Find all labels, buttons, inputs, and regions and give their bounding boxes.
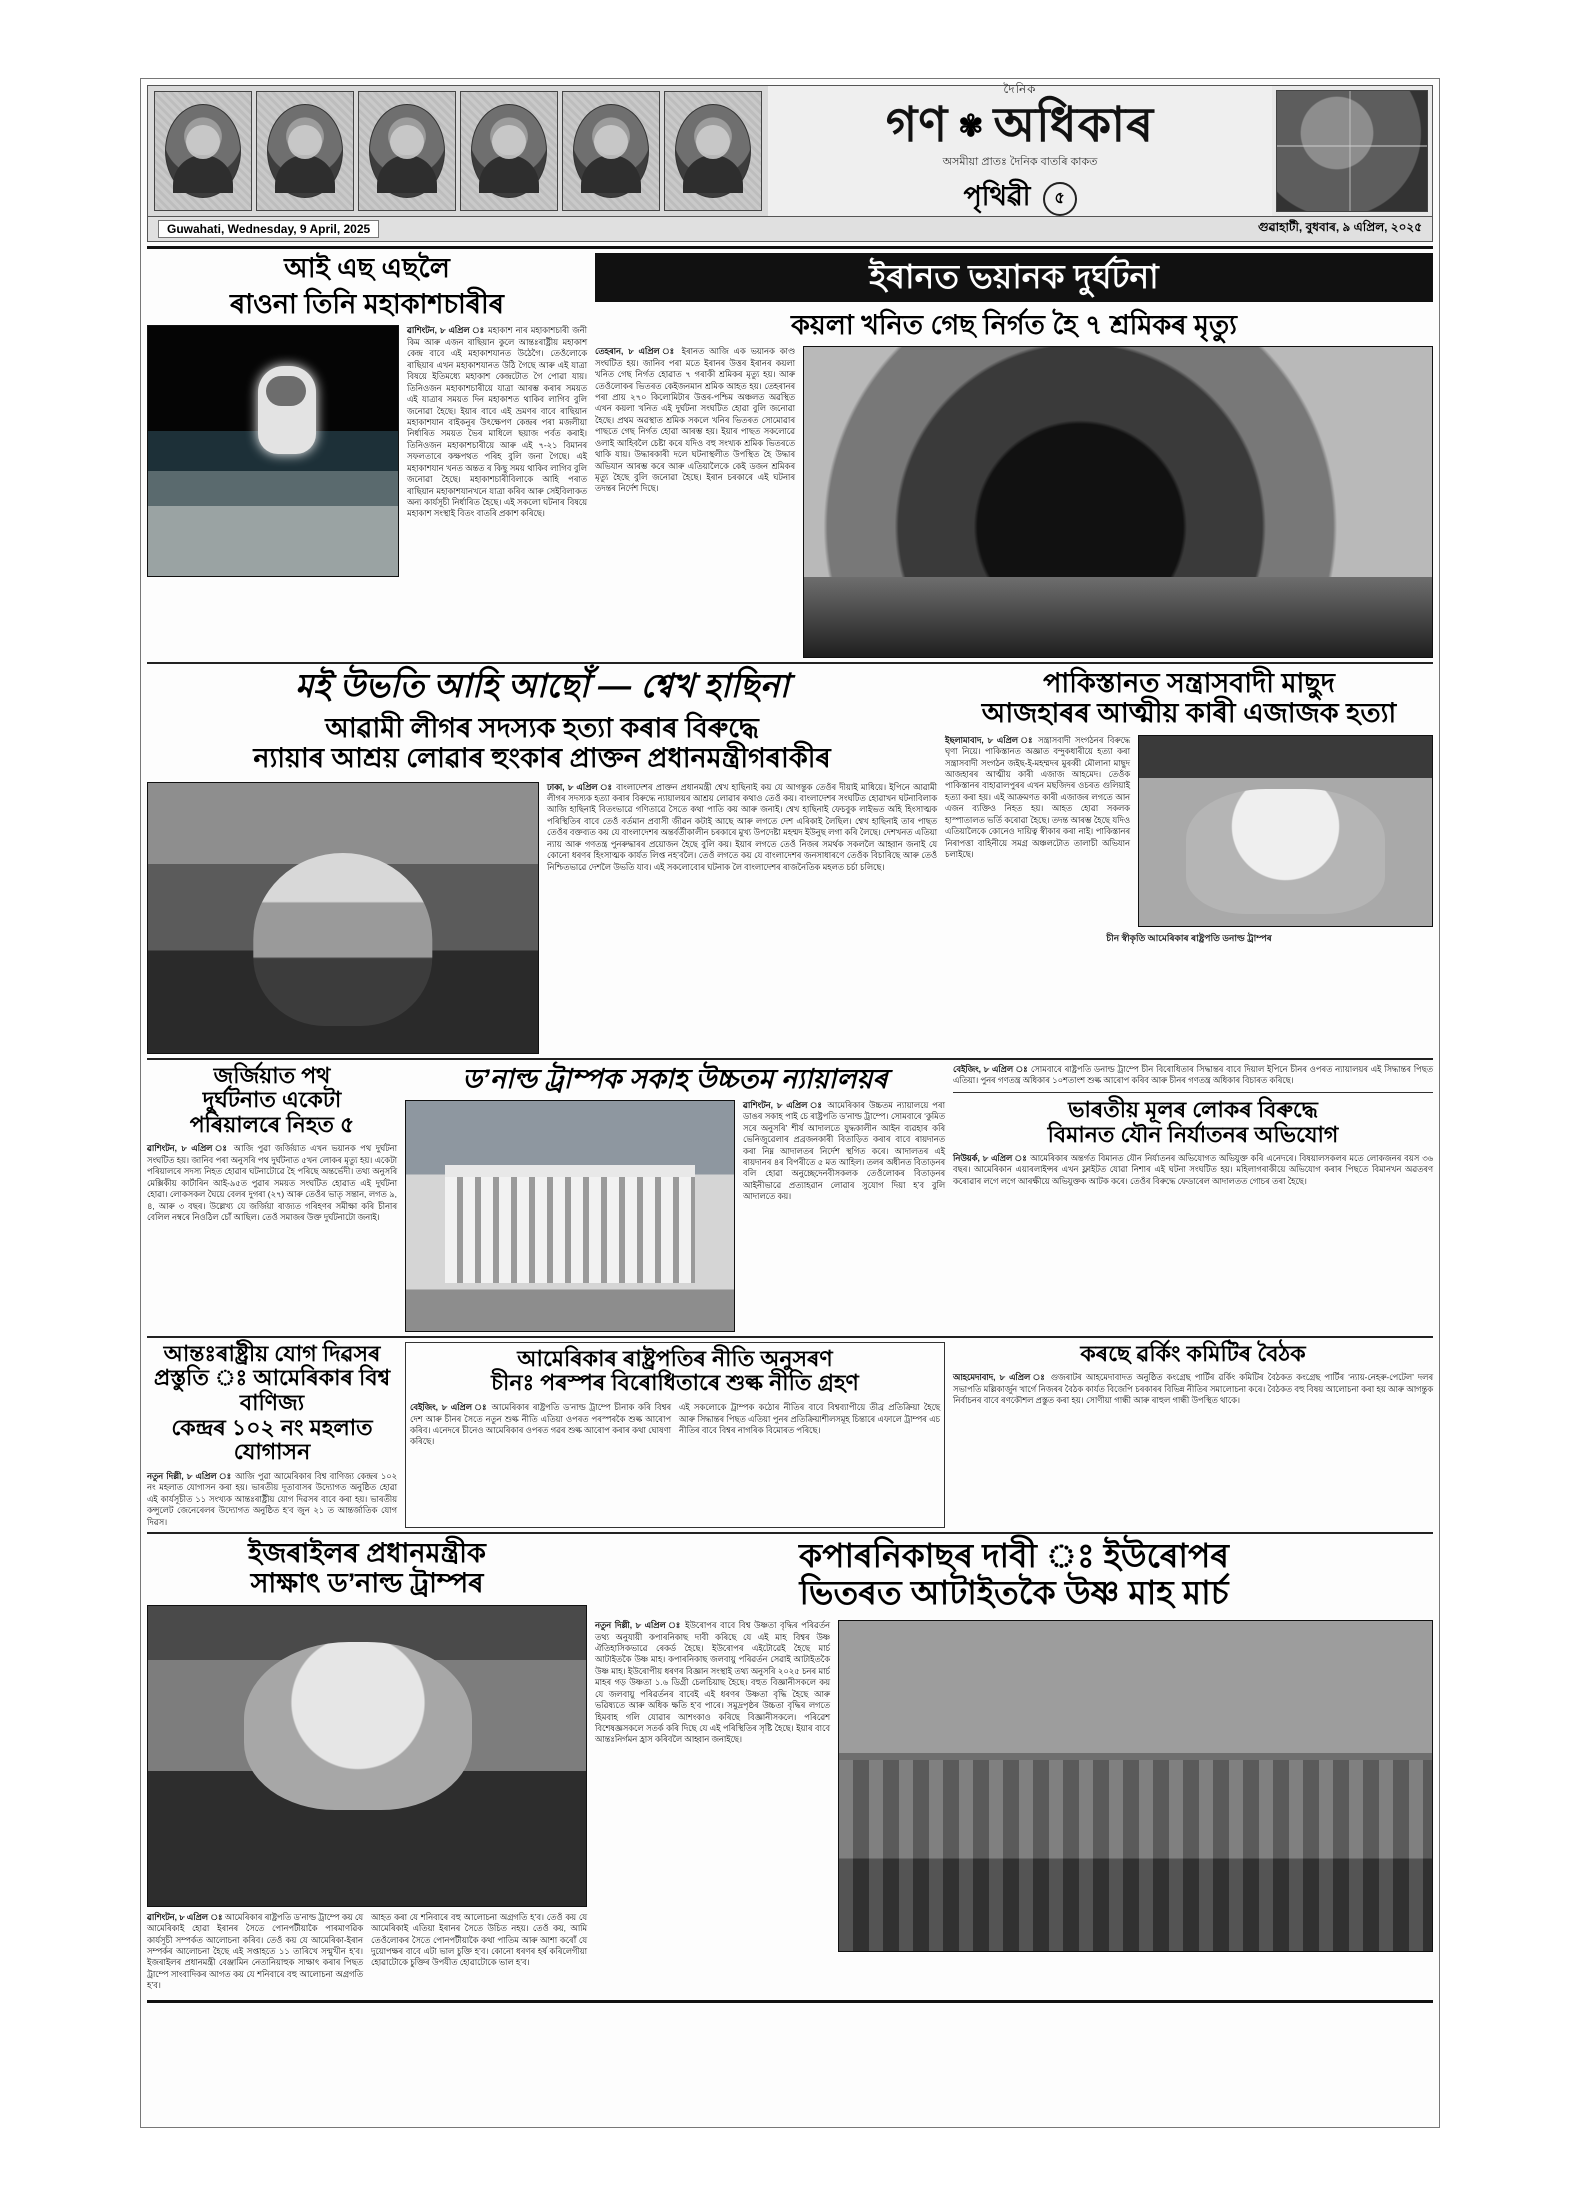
article-georgia	[147, 1064, 397, 1332]
newspaper-sheet	[140, 78, 1440, 2128]
trump-pointing-photo	[147, 1605, 587, 1907]
portrait-5	[562, 91, 660, 211]
israel-headline-line2: সাক্ষাৎ ড’নাল্ড ট্ৰাম্পৰ	[250, 1568, 484, 1599]
masthead-subtitle: অসমীয়া প্ৰাতঃ দৈনিক বাতৰি কাকত	[942, 156, 1098, 169]
masood-headline-line1: পাকিস্তানত সন্ত্ৰাসবাদী মাছুদ	[1043, 668, 1335, 699]
hasina-body	[547, 782, 937, 874]
article-china-policy	[405, 1342, 945, 1528]
china-policy-body-right: এই সকলোকে ট্ৰাম্পক কঠোৰ নীতিৰ বাবে বিশ্বব্যাপীয়ে তীব্ৰ প্ৰতিক্ৰিয়া হৈছে আৰু সিদ্ধান্তৰ পিছত এতিয়া পুনৰ প্ৰতিক্ৰিয়াশীলসমূহ চিন্তাৰে এফালে ট্ৰাম্পৰ এচ নীতিৰ বাবে বিশ্বৰ নাগৰিক বিমোৰত পৰিছে।	[679, 1402, 940, 1435]
section-word: পৃথিৱী	[963, 181, 1031, 212]
supreme-court-building-photo	[405, 1100, 735, 1332]
divider-3	[953, 1092, 1433, 1093]
article-yoga	[147, 1342, 397, 1528]
coal-mine-blast-photo	[803, 346, 1433, 658]
china-policy-headline-line1: আমেৰিকাৰ ৰাষ্ট্ৰপতিৰ নীতি অনুসৰণ	[517, 1345, 833, 1371]
portrait-face-icon	[471, 104, 547, 198]
article-iss	[147, 253, 587, 658]
article-israel-trump	[147, 1538, 587, 1992]
airline-body	[953, 1153, 1433, 1187]
masthead-emblem-icon: ✾	[958, 109, 984, 143]
copernicus-headline-line2: ভিতৰত আটাইতকৈ উষ্ণ মাহ মাৰ্চ	[799, 1574, 1229, 1612]
bottom-rule	[147, 2000, 1433, 2003]
article-masood	[945, 668, 1433, 1053]
page-number-badge: ৫	[1043, 182, 1077, 216]
iss-body	[407, 325, 587, 519]
georgia-headline-line3: পৰিয়ালৰে নিহত ৫	[189, 1111, 355, 1137]
wrc-body-text: গুজৰাটৰ আহমেদাবাদত অনুষ্ঠিত কংগ্ৰেছ পাৰ্টিৰ ৱৰ্কিং কমিটিৰ বৈঠকত কংগ্ৰেছ পাৰ্টিৰ ‘ন্যায়-নেহৰু-পেটেল’ দলৰ সভাপতি মল্লিকাৰ্জুন খাৰ্গে নিজৰৰ বৈঠক কাৰ্যত বিজেপি চৰকাৰৰ বিভিন্ন নীতিৰ সমালোচনা কৰে। বৈঠকত বহু বিষয় আলোচনা কৰা হয় আৰু আগন্তুক নিৰ্বাচনৰ বাবে ৰণকৌশল প্ৰস্তুত কৰা হয়। সোণীয়া গান্ধী আৰু ৰাহুল গান্ধী উপস্থিত থাকে।	[953, 1372, 1434, 1406]
globe-graphic	[1276, 90, 1428, 212]
row-4	[147, 1342, 1433, 1528]
airline-headline-line2: বিমানত যৌন নিৰ্যাতনৰ অভিযোগ	[1047, 1122, 1339, 1148]
trump-court-body-text: আমেৰিকাৰ উচ্চতম ন্যায়ালয়ে পৰা ডাঙৰ সকাহ পাই চে ৰাষ্ট্ৰপতি ড’নাল্ড ট্ৰাম্পে। সোমবাৰে ‘কুমিত সৰে অনুসৰি’ শীৰ্ষ আদালতে যুদ্ধকালীন আইন ব্যৱহাৰ কৰি ভেনিজুৱেলাৰ প্ৰব্ৰজনকাৰী বিতাড়িত কৰাৰ বাবে ৰায়দানত কৰা নিম্ন আদালতৰ নিৰ্দেশ স্থগিত কৰে। আদালতৰ এই ৰায়দানৰ ৪ৰ বিপৰীতে ৫ মত আহিল। তলৰ অধীনত বিতাড়নৰ বলি হোৱা অনুচ্ছেদেনবীসকলক তেওঁলোকৰ বিতাড়নৰ আইনীভাৱে প্ৰত্যাহৱান লোৱাৰ সুযোগ দিয়া হ’ব বুলি আদালতে কয়।	[743, 1099, 946, 1202]
iran-dateline: তেহৰান, ৮ এপ্ৰিল ঃ	[595, 346, 677, 357]
airline-dateline: নিউয়ৰ্ক, ৮ এপ্ৰিল ঃ	[953, 1152, 1028, 1163]
article-hasina	[147, 668, 937, 1053]
portrait-4	[460, 91, 558, 211]
article-wrc	[953, 1342, 1433, 1528]
dateline-english: Guwahati, Wednesday, 9 April, 2025	[158, 220, 379, 238]
portrait-face-icon	[573, 104, 649, 198]
dateline-bar	[147, 217, 1433, 242]
portrait-face-icon	[369, 104, 445, 198]
crowded-street-photo	[838, 1620, 1433, 1952]
masthead-title-big: অধিকাৰ	[993, 98, 1155, 152]
hasina-sub-line2: ন্যায়াৰ আশ্ৰয় লোৱাৰ হুংকাৰ প্ৰাক্তন প্ৰধানমন্ত্ৰীগৰাকীৰ	[253, 743, 831, 774]
masood-dateline: ইছলামাবাদ, ৮ এপ্ৰিল ঃ	[945, 734, 1035, 745]
china-policy-left-text: আমেৰিকাৰ ৰাষ্ট্ৰপতি ড’নাল্ড ট্ৰাম্পে চীনাক কৰি বিশ্বৰ দেশ আৰু চীনৰ সৈতে নতুন শুল্ক নীতি এতিয়া ওপৰত পৰস্পৰকৈ শুল্ক আৰোপ কৰিব। এনেদৰে চীনেও আমেৰিকাৰ ওপৰত গৱৰ শুল্ক আৰোপ কৰাৰ কথা ঘোষণা কৰিছে।	[410, 1402, 671, 1447]
portrait-face-icon	[165, 104, 241, 198]
masood-photo-caption: চীন স্বীকৃতি আমেৰিকাৰ ৰাষ্ট্ৰপতি ডনাল্ড ট্ৰাম্পৰ	[1106, 932, 1272, 943]
portrait-3	[358, 91, 456, 211]
iran-subhead: কয়লা খনিত গেছ নিৰ্গত হৈ ৭ শ্ৰমিকৰ মৃত্যু	[790, 309, 1238, 340]
hasina-sub-line1: আৱামী লীগৰ সদস্যক হত্যা কৰাৰ বিৰুদ্ধে	[325, 713, 759, 744]
copernicus-headline-line1: কপাৰনিকাছৰ দাবী ঃ ইউৰোপৰ	[799, 1537, 1229, 1575]
israel-dateline: ৱাশিংটন, ৮ এপ্ৰিল ঃ	[147, 1911, 223, 1922]
china-note-dateline: বেইজিং, ৮ এপ্ৰিল ঃ	[953, 1063, 1029, 1074]
trump-court-dateline: ৱাশিংটন, ৮ এপ্ৰিল ঃ	[743, 1099, 824, 1110]
portrait-6	[664, 91, 762, 211]
china-policy-body-left	[410, 1402, 671, 1448]
dateline-assamese: গুৱাহাটী, বুধবাৰ, ৯ এপ্ৰিল, ২০২৫	[1258, 220, 1422, 234]
masthead-top-line: দৈনিক	[1003, 81, 1037, 96]
article-copernicus	[595, 1538, 1433, 1992]
israel-body-text: আমেৰিকাৰ ৰাষ্ট্ৰপতি ড’নাল্ড ট্ৰাম্পে কয় যে আমেৰিকাই হোৱা ইৰানৰ সৈতে পোনপটীয়াকৈ পাৰমাণৱিক কাৰ্যসূচী সম্পৰ্কত আলোচনা কৰিব। তেওঁ কয় যে আমেৰিকা-ইৰান সম্পৰ্কৰ আলোচনা হৈছে এই সপ্তাহতে ১১ তাৰিখে সন্মুখীন হ’ব। ইজৰাইলৰ প্ৰধানমন্ত্ৰী বেঞ্জামিন নেতানিয়াহুক সাক্ষাৎ কৰাৰ পিছত ট্ৰাম্পে সাংবাদিকৰ আগত কয় যে শনিবাৰে বহু আলোচনা অগ্ৰগতি হ’ব।	[147, 1911, 363, 1991]
row-2	[147, 668, 1433, 1053]
masthead	[147, 81, 1433, 217]
article-airline-block	[953, 1064, 1433, 1332]
israel-headline-line1: ইজৰাইলৰ প্ৰধানমন্ত্ৰীক	[248, 1538, 486, 1569]
china-note-body-text: সোমবাৰে ৰাষ্ট্ৰপতি ডনাল্ড ট্ৰাম্পে চীন বিৰোধিতাৰ সিদ্ধান্তৰ বাবে দিয়াল ইপিনে চীনৰ ওপৰত ন্যায়ালয়ৰ এই সিদ্ধান্তৰ পিছত এতিয়া। পুনৰ গণতন্ত্ৰ অধিকাৰ ১০শতাংশ শুল্ক আৰোপ কৰিব আৰু চীনৰ গণতন্ত্ৰ অধিকাৰ বিচাৰত কৰিছে।	[953, 1063, 1433, 1086]
hasina-headline: মই উভতি আহি আছোঁ — শ্বেখ হাছিনা	[294, 667, 790, 705]
article-trump-court	[405, 1064, 945, 1332]
masthead-title-small: গণ	[885, 98, 949, 152]
china-trump-note	[953, 1064, 1433, 1087]
israel-body-right: আহত কৰা যে শনিবাৰে বহু আলোচনা অগ্ৰগতি হ’ব। তেওঁ কয় যে আমেৰিকাই এতিয়া ইৰানৰ সৈতে উচিত নহয়। তেওঁ কয়, আমি তেওঁলোকৰ সৈতে পোনপটীয়াকৈ কথা পাতিম আৰু আশা কৰোঁ যে দুয়োপক্ষৰ বাবে এটা ভাল চুক্তি হ’ব। কোনো ধৰণৰ হৰ্ষ কৰিলেগীয়া হোৱাটোকে চুক্তিৰ উপযীত হোৱাটোকে ভাল হ’ব।	[371, 1911, 587, 1968]
portrait-face-icon	[267, 104, 343, 198]
astronaut-figure-icon	[258, 366, 316, 454]
row-1	[147, 253, 1433, 658]
copernicus-body-text: ইউৰোপৰ বাবে বিশ্ব উষ্ণতা বৃদ্ধিৰ পৰিৱৰ্তন তথ্য অনুযায়ী কপাৰনিকাছ দাবী কৰিছে যে এই মাহ বিশ্বৰ উষ্ণ ঐতিহাসিকভাৱে ৰেকৰ্ড হৈছে। ইউৰোপৰ এইটোৱেই হৈছে মাৰ্চ আটাইতকৈ উষ্ণ মাহ। কপাৰনিকাছ জলবায়ু পৰিৱৰ্তন সেৱাই আটাইতকৈ উষ্ণ মাহ। ইউৰোপীয় ধৰণৰ বিজ্ঞান সংস্থাই তথ্য অনুসৰি ২০২৫ চনৰ মাৰ্চ মাহৰ গড় উষ্ণতা ১.৬ ডিগ্ৰী চেলচিয়াছ হৈছে। বহুত বিজ্ঞানীসকলে কয় যে জলবায়ু পৰিৱৰ্তনৰ বাবেই এই ধৰণৰ উষ্ণতা বৃদ্ধি হৈছে আৰু ভৱিষ্যতে আৰু অধিক ক্ষতি হ’ব পাৰে। সমুদ্ৰপৃষ্ঠৰ উচ্চতা বৃদ্ধিৰ লগতে হিমবাহ গলি যোৱাৰ আশংকাও কৰিছে বিজ্ঞানীসকলে। পৰিৱেশ বিশেষজ্ঞসকলে সতৰ্ক কৰি দিছে যে এই পৰিস্থিতিৰ সৃষ্টি হৈছে। ইয়াৰ বাবে আন্তঃনিৰ্গমন হ্ৰাস কৰিবলৈ আহ্বান জনাইছে।	[595, 1620, 831, 1745]
wrc-headline: কৰছে ৱৰ্কিং কমিটিৰ বৈঠক	[1080, 1340, 1306, 1366]
divider-5	[147, 1532, 1433, 1534]
iss-headline-line2: ৰাওনা তিনি মহাকাশচাৰীৰ	[230, 289, 504, 320]
top-rule	[147, 246, 1433, 249]
iss-dateline: ৱাশিংটন, ৮ এপ্ৰিল ঃ	[407, 325, 485, 336]
yoga-headline-line1: আন্তঃৰাষ্ট্ৰীয় যোগ দিৱসৰ	[163, 1340, 381, 1366]
georgia-headline-line2: দুৰ্ঘটনাত একেটা	[202, 1087, 342, 1113]
iss-headline-line1: আই এছ এছলৈ	[284, 253, 450, 283]
sheikh-hasina-portrait-photo	[147, 782, 539, 1054]
row-3	[147, 1064, 1433, 1332]
divider-2	[147, 1058, 1433, 1060]
airline-body-text: আমেৰিকাৰ অন্তৰ্গত বিমানত যৌন নিৰ্যাতনৰ অভিযোগত অভিযুক্ত কৰি এনেদৰে। বিষয়ালসকলৰ মতে লোকজনৰ বয়স ৩৬ বছৰ। আমেৰিকান এয়াৰলাইন্সৰ এখন ফ্লাইটত যোৱা নিশাৰ এই ঘটনা সংঘটিত হয়। মহিলাগৰাকীয়ে অভিযোগ কৰাৰ পিছতে বিমানখন অৱতৰণ কৰোৱাৰ লগে লগে আৰক্ষীয়ে অভিযুক্তক আটক কৰে। তেওঁৰ বিৰুদ্ধে ফেডাৰেল আদালতত গোচৰ তৰা হৈছে।	[953, 1152, 1433, 1186]
hasina-body-text: বাংলাদেশৰ প্ৰাক্তন প্ৰধানমন্ত্ৰী শ্বেখ হাছিনাই কয় যে আগন্তুক তেওঁৰ দীয়াই মাধিয়ে। ইপিনে আৱামী লীগৰ সদস্যক হত্যা কৰাৰ বিৰুদ্ধে ন্যায়ালয়ৰ আশ্ৰয় লোৱাৰ কথাও তেওঁ কয়। বাংলাদেশৰ সংঘটিত হোৱাখন ঘটনাবিলাক আজি হাছিনাই বিতংভাৱে গণিতাৱে সৈতে কথা পাতি কয় আৰু জনাই। শ্বেখ হাছিনাই ফেচবুক লাইভত অহি হিংসাত্মক পৰিস্থিতিৰ বাবে তেওঁ বৰ্তমান প্ৰবাসী জীৱন কটাই আছে আৰু লগতে দেশ এৰিকাই লৈছিল। শ্বেখ হাছিনাই তাৰ পাছত তেওঁৰ বক্তব্যত কয় যে বাংলাদেশৰ অন্তৰ্বৰ্তীকালীন চৰকাৰে মুখ্য উপদেষ্টা মহম্মদ ইউনুছ লগা কৰি লৈছে। দেশখনত এতিয়া ন্যায় আৰু গণতন্ত্ৰ পুনৰুদ্ধাৰৰ প্ৰয়োজন হৈছে বুলি কয়। ইয়াৰ লগতে তেওঁ নিজৰ সমৰ্থক সকললৈ আহ্বান জনাই যে কোনো ধৰণৰ হিংসাত্মক কাৰ্যত লিপ্ত নহ’বলৈ। তেওঁ লগতে কয় যে বাংলাদেশৰ জনসাধাৰণে তেওঁক বিচাৰিছে আৰু তেওঁ নিশ্চিতভাৱে দেশলৈ উভতি যাব। এই সকলোবোৰ ঘটনাক লৈ বাংলাদেশৰ ৰাজনৈতিক মহলত চৰ্চা চলিছে।	[547, 781, 937, 872]
yoga-dateline: নতুন দিল্লী, ৮ এপ্ৰিল ঃ	[147, 1470, 232, 1481]
nameplate	[768, 81, 1272, 216]
portrait-2	[256, 91, 354, 211]
yoga-body	[147, 1471, 397, 1528]
divider-4	[147, 1336, 1433, 1338]
portrait-face-icon	[675, 104, 751, 198]
divider-1	[147, 662, 1433, 664]
airline-headline-line1: ভাৰতীয় মূলৰ লোকৰ বিৰুদ্ধে	[1068, 1097, 1318, 1123]
israel-body-left	[147, 1912, 363, 1992]
article-iran	[595, 253, 1433, 658]
leader-portrait-strip	[148, 86, 768, 216]
wrc-dateline: আহমেদাবাদ, ৮ এপ্ৰিল ঃ	[953, 1372, 1047, 1383]
hasina-dateline: ঢাকা, ৮ এপ্ৰিল ঃ	[547, 781, 613, 792]
masood-body-text: সন্ত্ৰাসবাদী সংগঠনৰ বিৰুদ্ধে ঘৃণা নিয়ে। পাকিস্তানত অজ্ঞাত বন্দুকধাৰীয়ে হত্যা কৰা সন্ত্ৰাসবাদী সংগঠন জইছ-ই-মহম্মদৰ মুৰব্বী মৌলানা মাছুদ আজহাৰৰ আত্মীয় কাৰী এজাজ আহমেদ। তেওঁক পাকিস্তানৰ বাহাৱালপুৰৰ এখন মছজিদৰ ওচৰত গুলিয়াই হত্যা কৰা হয়। এই আক্ৰমণত কাৰী এজাজৰ লগতে আন এজন ব্যক্তিও নিহত হয়। আহত হোৱা সকলক হাস্পাতালত ভৰ্তি কৰোৱা হৈছে। তদন্ত আৰম্ভ হৈছে যদিও এতিয়ালৈকে কোনেও দায়িত্ব স্বীকাৰ কৰা নাই। পাকিস্তানৰ নিৰাপত্তা বাহিনীয়ে সমগ্ৰ অঞ্চলটোত তালাচী অভিযান চলাইছে।	[945, 734, 1130, 860]
astronaut-spacewalk-photo	[147, 325, 399, 577]
iss-body-text: মহাকাশ নাৰ মহাকাশচাৰী জনী কিম আৰু এজন ৰাছিয়ান কুলে আন্তঃৰাষ্ট্ৰীয় মহাকাশ কেন্দ্ৰ বাবে এই মহাকাশযানত উঠেগৈ। তেওঁলোকে ৰাছিয়াৰ এখন মহাকাশযানত উঠি গৈছে আৰু এই যাত্ৰা বিষয়ে ইতিমধ্যে মহাকাশ কেন্দ্ৰটোত গৈ পোৱা যায়। তিনিওজন মহাকাশচাৰীয়ে যাত্ৰা আৰম্ভ কৰাৰ সময়ত এই যাত্ৰাৰ সময়ত দিন মহাকাশত থাকিব লাগিব বুলি জনোৱা হৈছে। ইয়াৰ বাবে এই ভ্ৰমণৰ বাবে ৰাছিয়ান মহাকাশযান বাইকনুৰ উৎক্ষেপণ কেন্দ্ৰৰ পৰা মজলীয়া নিৰ্ধাৰিত সময়ত ভৈৰ মাধিলে ছয়াজ পৰ্বত কৰাই। তিনিওজন মহাকাশচাৰীয়ে আৰু এই ৭-২১ বিমানৰ সফলতাৰে কক্ষপথত পৰিহ বুলি জনা গৈছে। এই মহাকাশযান খনত অন্তত ৰ কিছু সময় থাকিব লাগিব বুলি জনোৱা হৈছে। মহাকাশচাৰীবিলাকে আহি পৰাত ৰাছিয়ান মহাকাশযানখনে যাত্ৰা কৰিব আৰু সেইবিলাকত অন্য কাৰ্যসূচী নিৰ্ধাৰিত হৈছে। এই সকলো ঘটনাৰ বিষয়ে মহাকাশ সংস্থাই বিতং বাতৰি প্ৰকাশ কৰিছে।	[407, 325, 588, 519]
yoga-body-text: আজি পুৱা আমেৰিকাৰ বিশ্ব বাণিজ্য কেন্দ্ৰৰ ১০২ নং মহলাত যোগাসন কৰা হয়। ভাৰতীয় দূতাবাসৰ উদ্যোগত অনুষ্ঠিত হোৱা এই কাৰ্যসূচীত ১১ সংখ্যক আন্তঃৰাষ্ট্ৰীয় যোগ দিৱসৰ বাবে কৰা হয়। ভাৰতীয় কন্সুলেট জেনেৰেলৰ উদ্যোগত অনুষ্ঠিত হ’ব জুন ২১ ত আন্তৰ্জাতিক যোগ দিৱস।	[147, 1470, 397, 1527]
iran-body-text: ইৰানত আজি এক ভয়ানক কাণ্ড সংঘটিত হয়। জানিব পৰা মতে ইৰানৰ উত্তৰ ইৰানৰ কয়লা খনিত গেছ নিৰ্গত হোৱাত ৭ গৰাকী শ্ৰমিকৰ মৃত্যু হয়। আৰু তেওঁলোকৰ ভিতৰত কেইজনমান শ্ৰমিক আহত হয়। তেহৰানৰ পৰা প্ৰায় ২৭০ কিলোমিটাৰ উত্তৰ-পশ্চিম অঞ্চলত অৱস্থিত এখন কয়লা খনিত এই দুৰ্ঘটনা সংঘটিত হোৱা বুলি জনোৱা হৈছে। প্ৰথম অৱস্থাত শ্ৰমিক সকলে খনিৰ ভিতৰত সোমোৱাৰ পাছতে গেছ নিৰ্গত হোৱা আৰম্ভ হয়। ইয়াৰ পাছত সকলোৱে ওলাই আহিবলৈ চেষ্টা কৰে যদিও বহু সংখ্যক শ্ৰমিক ভিতৰতে থাকি যায়। উদ্ধাৰকাৰী দলে ঘটনাস্থলীত উপস্থিত হৈ উদ্ধাৰ অভিযান আৰম্ভ কৰে আৰু এতিয়ালৈকে কেই ডজন শ্ৰমিকৰ মৃত্যু হৈছে বুলি জনোৱা হৈছে। ইৰান চৰকাৰে এই ঘটনাৰ তদন্তৰ নিৰ্দেশ দিছে।	[595, 346, 795, 494]
portrait-1	[154, 91, 252, 211]
yoga-headline-line3: কেন্দ্ৰৰ ১০২ নং মহলাত যোগাসন	[171, 1414, 373, 1465]
masood-body	[945, 735, 1130, 861]
georgia-body	[147, 1143, 397, 1223]
iran-banner: ইৰানত ভয়ানক দুৰ্ঘটনা	[595, 253, 1433, 302]
trump-court-headline: ড’নাল্ড ট্ৰাম্পক সকাহ উচ্চতম ন্যায়ালয়ৰ	[462, 1063, 888, 1094]
china-policy-headline-line2: চীনঃ পৰস্পৰ বিৰোধিতাৰে শুল্ক নীতি গ্ৰহণ	[491, 1370, 859, 1396]
yoga-headline-line2: প্ৰস্তুতি ঃ আমেৰিকাৰ বিশ্ব বাণিজ্য	[153, 1365, 391, 1416]
copernicus-body	[595, 1620, 830, 1746]
covered-body-feet-photo	[1138, 735, 1433, 927]
georgia-body-text: আজি পুৱা জৰ্জিয়াত এখন ভয়ানক পথ দুৰ্ঘটনা সংঘটিত হয়। জানিব পৰা অনুসৰি পথ দুৰ্ঘটনাত ৫খন লোকৰ মৃত্যু হয়। একেটা পৰিয়ালৰে সদস্য নিহত হোৱাৰ ঘটনাটোৱে হৈ পৰিছে অন্তৰ্ভেদী। তথ্য অনুসৰি মেক্সিকীয় কাৰ্টাৰিন আই-৯৫ত পুৱাৰ সময়ত সংঘটিত হোৱাত এই দুৰ্ঘটনা হোৱা। লোকসকল ঘৈয়ে বেলৰ দুগৰা (২৭) আৰু তেওঁৰ ভাতৃ সন্তান, লগত ৯, ৪, আৰু ৩ বছৰ। উল্লেখ্য যে জৰ্জিয়া ৰাজ্যত গৰিহণৰ সমীক্ষা কৰি চীনাৰ বেলিল নম্বৰে নিওঠিল চোঁ আছিল। তেওঁ সমাজৰ উক্ত দুৰ্ঘটনাটো জনাই।	[147, 1143, 398, 1223]
iran-body	[595, 346, 795, 495]
copernicus-dateline: নতুন দিল্লী, ৮ এপ্ৰিল ঃ	[595, 1620, 682, 1631]
trump-court-body	[743, 1100, 945, 1203]
china-policy-dateline: বেইজিং, ৮ এপ্ৰিল ঃ	[410, 1402, 488, 1413]
georgia-headline-line1: জৰ্জিয়াত পথ	[213, 1062, 331, 1088]
wrc-body	[953, 1372, 1433, 1406]
row-5	[147, 1538, 1433, 1992]
georgia-dateline: ৱাশিংটন, ৮ এপ্ৰিল ঃ	[147, 1143, 230, 1154]
masood-headline-line2: আজহাৰৰ আত্মীয় কাৰী এজাজক হত্যা	[981, 698, 1397, 729]
